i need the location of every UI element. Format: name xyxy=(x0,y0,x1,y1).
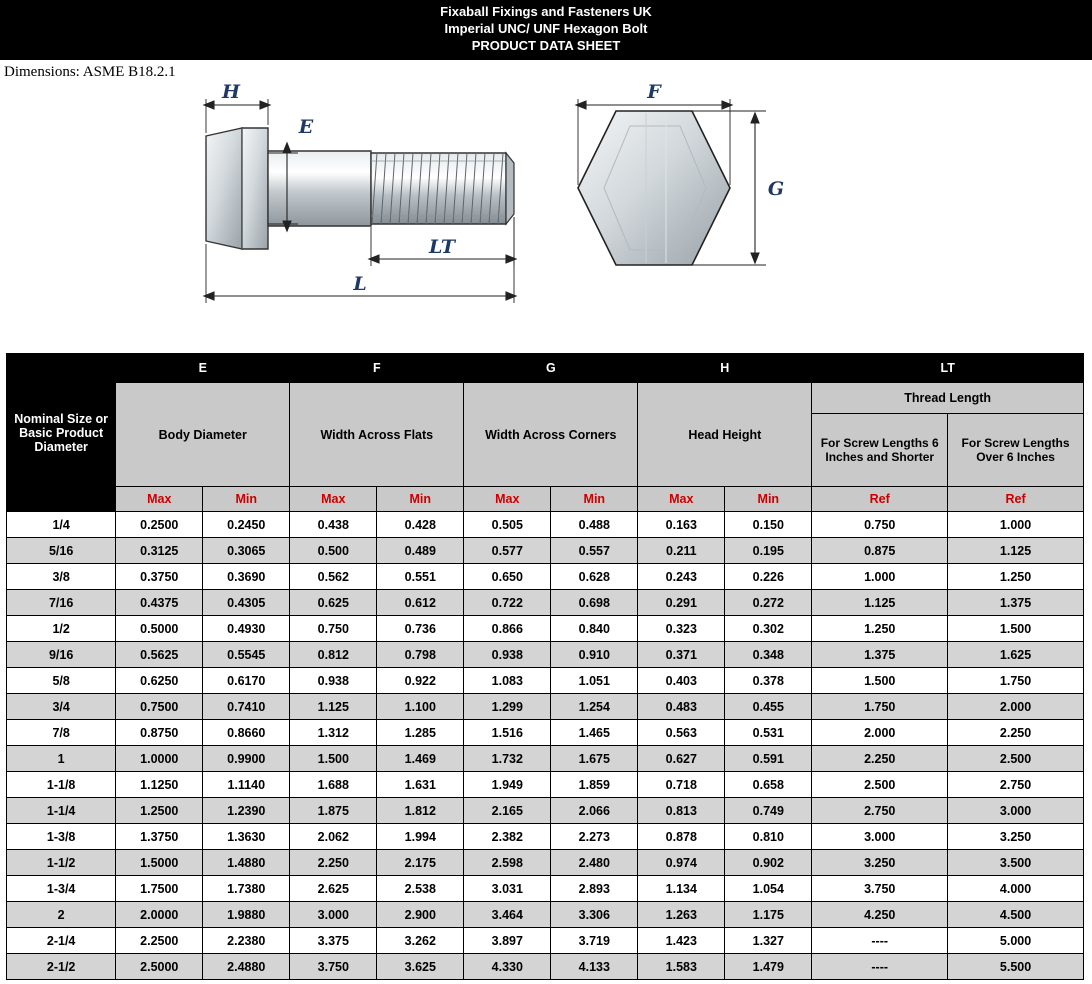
cell-value: 2.000 xyxy=(812,720,948,746)
table-row xyxy=(7,512,1084,538)
cell-value: 0.810 xyxy=(725,824,812,850)
cell-value: 1.732 xyxy=(464,746,551,772)
label-g: G xyxy=(767,178,785,200)
header-lt-long-ref: Ref xyxy=(948,487,1084,512)
cell-value: 1.500 xyxy=(290,746,377,772)
cell-value: 2.250 xyxy=(948,720,1084,746)
table-subheader-row-1 xyxy=(7,383,1084,414)
cell-value: 3.375 xyxy=(290,928,377,954)
cell-value: 1.583 xyxy=(638,954,725,980)
cell-value: 5.000 xyxy=(948,928,1084,954)
cell-value: 1.631 xyxy=(377,772,464,798)
cell-value: 0.658 xyxy=(725,772,812,798)
cell-value: 2.250 xyxy=(812,746,948,772)
table-measure-header-row xyxy=(7,487,1084,512)
cell-value: 2.750 xyxy=(812,798,948,824)
cell-value: 1.000 xyxy=(948,512,1084,538)
cell-value: 0.243 xyxy=(638,564,725,590)
cell-value: 1.3630 xyxy=(203,824,290,850)
table-row xyxy=(7,642,1084,668)
cell-value: 3.000 xyxy=(290,902,377,928)
bolt-side-view xyxy=(206,128,514,249)
cell-nominal-size: 3/4 xyxy=(7,694,116,720)
cell-value: 0.150 xyxy=(725,512,812,538)
cell-nominal-size: 2 xyxy=(7,902,116,928)
cell-value: 2.2380 xyxy=(203,928,290,954)
header-lt-short-ref: Ref xyxy=(812,487,948,512)
cell-value: 0.718 xyxy=(638,772,725,798)
cell-value: 0.591 xyxy=(725,746,812,772)
cell-value: 0.922 xyxy=(377,668,464,694)
cell-value: 0.4305 xyxy=(203,590,290,616)
cell-value: 3.000 xyxy=(812,824,948,850)
table-row xyxy=(7,850,1084,876)
table-row xyxy=(7,772,1084,798)
cell-value: 0.627 xyxy=(638,746,725,772)
cell-value: 3.031 xyxy=(464,876,551,902)
cell-value: 2.175 xyxy=(377,850,464,876)
cell-value: 4.000 xyxy=(948,876,1084,902)
cell-value: 1.7500 xyxy=(116,876,203,902)
cell-value: 1.750 xyxy=(812,694,948,720)
cell-value: 0.5625 xyxy=(116,642,203,668)
cell-value: 2.598 xyxy=(464,850,551,876)
cell-value: 0.3065 xyxy=(203,538,290,564)
cell-value: 1.469 xyxy=(377,746,464,772)
cell-value: 2.500 xyxy=(948,746,1084,772)
header-e-min: Min xyxy=(203,487,290,512)
cell-value: 0.8750 xyxy=(116,720,203,746)
cell-value: 0.163 xyxy=(638,512,725,538)
header-nominal-size: Nominal Size or Basic Product Diameter xyxy=(7,354,116,512)
cell-value: 0.840 xyxy=(551,616,638,642)
cell-value: 0.650 xyxy=(464,564,551,590)
cell-value: 0.2450 xyxy=(203,512,290,538)
cell-nominal-size: 1-3/8 xyxy=(7,824,116,850)
cell-value: 2.4880 xyxy=(203,954,290,980)
cell-value: 0.6170 xyxy=(203,668,290,694)
cell-value: 0.878 xyxy=(638,824,725,850)
cell-value: 2.480 xyxy=(551,850,638,876)
cell-nominal-size: 2-1/4 xyxy=(7,928,116,954)
cell-value: 0.455 xyxy=(725,694,812,720)
header-lt-long: For Screw Lengths Over 6 Inches xyxy=(948,414,1084,487)
cell-value: 0.563 xyxy=(638,720,725,746)
cell-value: 1.125 xyxy=(290,694,377,720)
cell-value: 1.465 xyxy=(551,720,638,746)
cell-value: 0.902 xyxy=(725,850,812,876)
cell-value: 1.134 xyxy=(638,876,725,902)
cell-value: 0.9900 xyxy=(203,746,290,772)
product-name: Imperial UNC/ UNF Hexagon Bolt xyxy=(444,21,648,36)
cell-value: 5.500 xyxy=(948,954,1084,980)
cell-value: 0.8660 xyxy=(203,720,290,746)
cell-value: 0.3750 xyxy=(116,564,203,590)
cell-value: 0.625 xyxy=(290,590,377,616)
cell-value: 1.875 xyxy=(290,798,377,824)
cell-value: 3.262 xyxy=(377,928,464,954)
header-width-across-flats: Width Across Flats xyxy=(290,383,464,487)
cell-value: 0.226 xyxy=(725,564,812,590)
label-e: E xyxy=(298,116,314,138)
cell-value: 0.562 xyxy=(290,564,377,590)
cell-value: 3.625 xyxy=(377,954,464,980)
cell-value: 0.5000 xyxy=(116,616,203,642)
cell-value: 2.250 xyxy=(290,850,377,876)
cell-value: 0.291 xyxy=(638,590,725,616)
cell-value: 3.250 xyxy=(948,824,1084,850)
cell-value: 1.299 xyxy=(464,694,551,720)
cell-value: 2.538 xyxy=(377,876,464,902)
header-group-e: E xyxy=(116,354,290,383)
cell-value: 1.327 xyxy=(725,928,812,954)
cell-value: 2.273 xyxy=(551,824,638,850)
cell-value: 1.312 xyxy=(290,720,377,746)
cell-value: 1.675 xyxy=(551,746,638,772)
cell-value: 2.382 xyxy=(464,824,551,850)
table-row xyxy=(7,902,1084,928)
cell-value: 2.0000 xyxy=(116,902,203,928)
cell-value: 0.938 xyxy=(464,642,551,668)
cell-value: 0.750 xyxy=(812,512,948,538)
cell-value: 0.612 xyxy=(377,590,464,616)
table-row xyxy=(7,876,1084,902)
cell-value: 2.066 xyxy=(551,798,638,824)
cell-value: 0.910 xyxy=(551,642,638,668)
dimensions-table xyxy=(6,353,1084,980)
table-row xyxy=(7,928,1084,954)
cell-nominal-size: 7/16 xyxy=(7,590,116,616)
label-h: H xyxy=(222,81,240,103)
cell-value: 1.500 xyxy=(948,616,1084,642)
cell-nominal-size: 1-3/4 xyxy=(7,876,116,902)
cell-value: 0.557 xyxy=(551,538,638,564)
cell-value: 2.900 xyxy=(377,902,464,928)
cell-value: ---- xyxy=(812,954,948,980)
cell-value: 1.479 xyxy=(725,954,812,980)
table-row xyxy=(7,616,1084,642)
cell-nominal-size: 1-1/4 xyxy=(7,798,116,824)
label-l: L xyxy=(353,273,367,295)
table-row xyxy=(7,954,1084,980)
cell-value: 3.000 xyxy=(948,798,1084,824)
cell-value: 1.859 xyxy=(551,772,638,798)
table-row xyxy=(7,538,1084,564)
cell-value: 0.722 xyxy=(464,590,551,616)
header-lt-short: For Screw Lengths 6 Inches and Shorter xyxy=(812,414,948,487)
header-h-max: Max xyxy=(638,487,725,512)
cell-value: 0.628 xyxy=(551,564,638,590)
cell-value: 1.254 xyxy=(551,694,638,720)
cell-value: 0.483 xyxy=(638,694,725,720)
cell-value: 0.750 xyxy=(290,616,377,642)
cell-nominal-size: 3/8 xyxy=(7,564,116,590)
cell-value: 1.2500 xyxy=(116,798,203,824)
header-body-diameter: Body Diameter xyxy=(116,383,290,487)
cell-value: 2.750 xyxy=(948,772,1084,798)
cell-value: 1.812 xyxy=(377,798,464,824)
cell-value: 4.500 xyxy=(948,902,1084,928)
label-f: F xyxy=(647,81,661,103)
header-group-lt: LT xyxy=(812,354,1084,383)
cell-value: 0.531 xyxy=(725,720,812,746)
cell-value: 0.974 xyxy=(638,850,725,876)
cell-value: 0.551 xyxy=(377,564,464,590)
cell-value: 0.348 xyxy=(725,642,812,668)
cell-value: 1.4880 xyxy=(203,850,290,876)
cell-value: 1.1140 xyxy=(203,772,290,798)
cell-value: 1.516 xyxy=(464,720,551,746)
cell-value: 0.3690 xyxy=(203,564,290,590)
document-type: PRODUCT DATA SHEET xyxy=(471,38,621,53)
cell-value: 0.489 xyxy=(377,538,464,564)
header-group-f: F xyxy=(290,354,464,383)
header-e-max: Max xyxy=(116,487,203,512)
cell-value: 2.165 xyxy=(464,798,551,824)
cell-nominal-size: 1/4 xyxy=(7,512,116,538)
cell-value: 3.719 xyxy=(551,928,638,954)
cell-value: 0.505 xyxy=(464,512,551,538)
cell-value: 2.893 xyxy=(551,876,638,902)
cell-value: 0.2500 xyxy=(116,512,203,538)
cell-value: 0.812 xyxy=(290,642,377,668)
header-width-across-corners: Width Across Corners xyxy=(464,383,638,487)
cell-nominal-size: 1 xyxy=(7,746,116,772)
cell-value: 0.378 xyxy=(725,668,812,694)
cell-value: 0.7410 xyxy=(203,694,290,720)
table-row xyxy=(7,746,1084,772)
header-f-min: Min xyxy=(377,487,464,512)
cell-nominal-size: 5/16 xyxy=(7,538,116,564)
cell-value: 1.285 xyxy=(377,720,464,746)
company-name: Fixaball Fixings and Fasteners UK xyxy=(440,4,652,19)
cell-nominal-size: 7/8 xyxy=(7,720,116,746)
table-row xyxy=(7,590,1084,616)
header-thread-length: Thread Length xyxy=(812,383,1084,414)
cell-value: 1.949 xyxy=(464,772,551,798)
cell-value: 0.403 xyxy=(638,668,725,694)
cell-value: 0.195 xyxy=(725,538,812,564)
cell-value: 0.866 xyxy=(464,616,551,642)
cell-value: 0.428 xyxy=(377,512,464,538)
cell-value: 0.749 xyxy=(725,798,812,824)
cell-value: 0.211 xyxy=(638,538,725,564)
cell-value: 0.371 xyxy=(638,642,725,668)
cell-nominal-size: 5/8 xyxy=(7,668,116,694)
cell-value: 0.488 xyxy=(551,512,638,538)
cell-value: 1.7380 xyxy=(203,876,290,902)
cell-value: 3.250 xyxy=(812,850,948,876)
cell-value: 1.994 xyxy=(377,824,464,850)
header-head-height: Head Height xyxy=(638,383,812,487)
cell-value: 1.2390 xyxy=(203,798,290,824)
cell-value: 0.323 xyxy=(638,616,725,642)
cell-nominal-size: 1/2 xyxy=(7,616,116,642)
cell-value: 1.375 xyxy=(812,642,948,668)
header-h-min: Min xyxy=(725,487,812,512)
cell-value: 0.272 xyxy=(725,590,812,616)
cell-value: 3.750 xyxy=(812,876,948,902)
cell-value: 1.423 xyxy=(638,928,725,954)
cell-value: 3.500 xyxy=(948,850,1084,876)
cell-nominal-size: 9/16 xyxy=(7,642,116,668)
page-header-banner xyxy=(0,0,1092,60)
standard-reference: Dimensions: ASME B18.2.1 xyxy=(4,64,176,80)
cell-value: 0.813 xyxy=(638,798,725,824)
cell-value: 2.062 xyxy=(290,824,377,850)
cell-value: 2.5000 xyxy=(116,954,203,980)
table-row xyxy=(7,798,1084,824)
cell-value: 0.4930 xyxy=(203,616,290,642)
cell-value: 2.500 xyxy=(812,772,948,798)
cell-value: 1.1250 xyxy=(116,772,203,798)
cell-nominal-size: 1-1/8 xyxy=(7,772,116,798)
cell-value: 0.5545 xyxy=(203,642,290,668)
cell-value: 3.897 xyxy=(464,928,551,954)
cell-value: 1.0000 xyxy=(116,746,203,772)
cell-value: 2.625 xyxy=(290,876,377,902)
bolt-front-view xyxy=(578,111,730,265)
cell-value: ---- xyxy=(812,928,948,954)
cell-value: 1.083 xyxy=(464,668,551,694)
table-body xyxy=(7,512,1084,980)
cell-value: 2.000 xyxy=(948,694,1084,720)
cell-value: 0.698 xyxy=(551,590,638,616)
cell-value: 1.100 xyxy=(377,694,464,720)
header-group-h: H xyxy=(638,354,812,383)
cell-value: 2.2500 xyxy=(116,928,203,954)
cell-value: 0.938 xyxy=(290,668,377,694)
cell-value: 0.798 xyxy=(377,642,464,668)
cell-nominal-size: 1-1/2 xyxy=(7,850,116,876)
cell-value: 1.263 xyxy=(638,902,725,928)
cell-value: 0.6250 xyxy=(116,668,203,694)
cell-value: 1.250 xyxy=(948,564,1084,590)
cell-value: 1.5000 xyxy=(116,850,203,876)
cell-value: 1.125 xyxy=(948,538,1084,564)
cell-value: 0.500 xyxy=(290,538,377,564)
cell-value: 3.464 xyxy=(464,902,551,928)
cell-value: 1.051 xyxy=(551,668,638,694)
cell-value: 1.175 xyxy=(725,902,812,928)
cell-value: 0.577 xyxy=(464,538,551,564)
cell-value: 1.500 xyxy=(812,668,948,694)
cell-value: 4.250 xyxy=(812,902,948,928)
cell-nominal-size: 2-1/2 xyxy=(7,954,116,980)
cell-value: 0.302 xyxy=(725,616,812,642)
cell-value: 0.4375 xyxy=(116,590,203,616)
cell-value: 1.625 xyxy=(948,642,1084,668)
label-lt: LT xyxy=(429,236,455,258)
cell-value: 3.750 xyxy=(290,954,377,980)
cell-value: 0.736 xyxy=(377,616,464,642)
cell-value: 1.125 xyxy=(812,590,948,616)
cell-value: 3.306 xyxy=(551,902,638,928)
table-row xyxy=(7,824,1084,850)
cell-value: 1.000 xyxy=(812,564,948,590)
cell-value: 4.133 xyxy=(551,954,638,980)
table-row xyxy=(7,720,1084,746)
table-group-header-row xyxy=(7,354,1084,383)
cell-value: 1.250 xyxy=(812,616,948,642)
cell-value: 1.9880 xyxy=(203,902,290,928)
header-g-max: Max xyxy=(464,487,551,512)
table-row xyxy=(7,668,1084,694)
bolt-diagram xyxy=(0,81,1092,349)
cell-value: 1.3750 xyxy=(116,824,203,850)
cell-value: 1.375 xyxy=(948,590,1084,616)
cell-value: 4.330 xyxy=(464,954,551,980)
cell-value: 1.054 xyxy=(725,876,812,902)
cell-value: 1.750 xyxy=(948,668,1084,694)
cell-value: 0.3125 xyxy=(116,538,203,564)
table-row xyxy=(7,564,1084,590)
header-g-min: Min xyxy=(551,487,638,512)
cell-value: 0.7500 xyxy=(116,694,203,720)
cell-value: 0.875 xyxy=(812,538,948,564)
cell-value: 0.438 xyxy=(290,512,377,538)
table-row xyxy=(7,694,1084,720)
cell-value: 1.688 xyxy=(290,772,377,798)
header-f-max: Max xyxy=(290,487,377,512)
header-group-g: G xyxy=(464,354,638,383)
